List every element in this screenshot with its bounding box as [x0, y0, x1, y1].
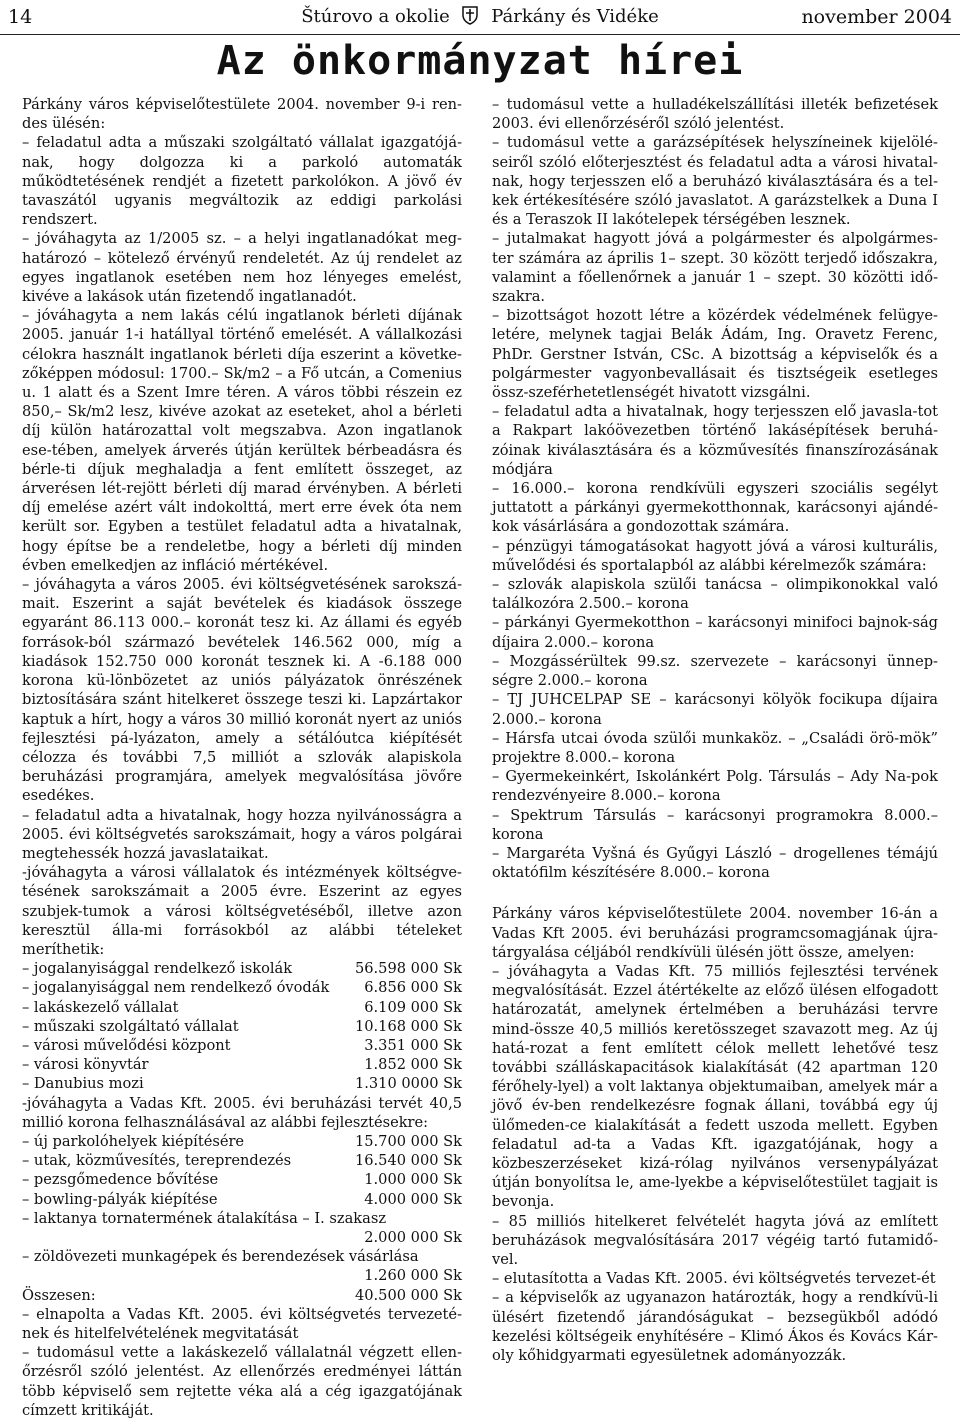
item-label: – műszaki szolgáltató vállalat: [22, 1017, 239, 1035]
item-label: – Hársfa utcai óvoda szülői munkaköz. – „Családi örö-mök” projektre: [492, 729, 938, 766]
paragraph: – bizottságot hozott létre a közérdek védelmének felügye-letére, melynek tagjai Belák Ádám, Ing. Oravetz Ferenc, PhDr. Gerstner István, CSc. A bizottság a képviselők és a polgármester vagyonbevallásait és tisztségeik esetleges össz-szeférhetetlenségét hivatott vizsgálni.: [492, 307, 938, 402]
paragraph: – jóváhagyta az 1/2005 sz. – a helyi ingatlanadókat meg-határozó – kötelező érvényű rendeletét. Az új rendelet az egyes ingatlanok esetében nem hoz lényeges emelést, kivéve a lakások után fizetendő ingatlanadót.: [22, 230, 462, 306]
list-item: [492, 652, 938, 690]
paragraph: -jóváhagyta a Vadas Kft. 2005. évi beruházási tervét 40,5 millió korona felhasználásával az alábbi fejlesztésekre:: [22, 1094, 462, 1131]
left-column: [22, 95, 462, 1420]
item-label: – zöldövezeti munkagépek és berendezések vásárlása: [22, 1248, 419, 1266]
list-item: [492, 729, 938, 767]
list-item: [492, 690, 938, 728]
section-gap: [492, 882, 938, 904]
allocation-list: [22, 959, 462, 1093]
item-amount: 6.109 000 Sk: [364, 998, 462, 1016]
list-item: [22, 1209, 462, 1228]
coat-of-arms-icon: [461, 5, 479, 25]
list-item: [22, 1228, 462, 1247]
paragraph: – jutalmakat hagyott jóvá a polgármester és alpolgármes-ter számára az április 1– szept. 30 között terjedő időszakra, valamint a főellenőrnek a január 1 – szept. 30 közötti idő-szakra.: [492, 230, 938, 306]
item-amount: 40.500 000 Sk: [354, 1286, 462, 1304]
item-label: – párkányi Gyermekotthon – karácsonyi minifoci bajnok-ság díjaira: [492, 614, 938, 651]
item-amount: [456, 1247, 462, 1266]
item-amount: 8.000.– korona: [492, 806, 938, 843]
item-label: – Mozgássérültek 99.sz. szervezete – karácsonyi ünnep-ségre: [492, 652, 938, 690]
item-amount: 2.500.– korona: [579, 595, 689, 613]
item-amount: 56.598 000 Sk: [354, 960, 462, 978]
item-label: – TJ JUHCELPAP SE – karácsonyi kölyök focikupa díjaira: [492, 691, 938, 709]
paragraph: – tudomásul vette a hulladékelszállítási illeték befizetések 2003. évi ellenőrzéséről szóló jelentést.: [492, 96, 938, 133]
paragraph: – jóváhagyta a nem lakás célú ingatlanok bérleti díjának 2005. január 1-i hatállyal történő emelését. A vállalkozási célokra használt ingatlanok bérleti díja eszerint a követke-zőképpen módosul: 1700.– Sk/m2 – a Fő utcán, a Comenius u. 1 alatt és a Szent Imre téren. A város többi részein ez 850,– Sk/m2 lesz, kivéve azokat az eseteket, ahol a bérleti díj külön határozattal volt megszabva. Azon ingatlanok ese-tében, amelyek árverés útján kerültek bérbeadásra és bérle-ti díjuk meghaladja a fent említett összeget, az árverésen lét-rejött bérleti díj marad érvényben. A bérleti díj emelése azért vált indokolttá, mert erre évek óta nem került sor. Egyben a testület feladatul adta a hivatalnak, hogy építse be a rendeletbe, hogy a bérleti díj minden évben emelkedjen az infláció mértékével.: [22, 307, 462, 574]
paragraph: Párkány város képviselőtestülete 2004. november 16-án a Vadas Kft 2005. évi beruházási programcsomagjának újra-tárgyalása céljából rendkívüli ülésén jött össze, amelyen:: [492, 905, 938, 961]
list-item: [22, 1170, 462, 1189]
paragraph: – feladatul adta a hivatalnak, hogy hozza nyilvánosságra a 2005. évi költségvetés sarokszámait, hogy a város polgárai megtehessék hozzá javaslataikat.: [22, 806, 462, 862]
item-amount: 1.260 000 Sk: [364, 1267, 462, 1285]
list-item: [22, 1036, 462, 1055]
page-number: 14: [8, 6, 33, 28]
list-item: [22, 1190, 462, 1209]
paragraph: – pénzügyi támogatásokat hagyott jóvá a városi kulturális, művelődési és sportalapból az alábbi kérelmezők számára:: [492, 537, 938, 574]
item-amount: 8.000.– korona: [659, 864, 770, 882]
item-label: – jogalanyisággal rendelkező iskolák: [22, 960, 293, 978]
total-row: [22, 1286, 462, 1305]
issue-date: november 2004: [801, 6, 952, 28]
item-label: Összesen:: [22, 1286, 96, 1304]
grant-list: [492, 575, 938, 882]
item-label: – Spektrum Társulás – karácsonyi programokra: [492, 806, 874, 824]
paragraph: – 16.000.– korona rendkívüli egyszeri szociális segélyt juttatott a párkányi gyermekotthonnak, karácsonyi ajándé-kok vásárlására a gondozottak számára.: [492, 480, 938, 536]
item-label: – laktanya tornatermének átalakítása – I. szakasz: [22, 1209, 387, 1227]
paragraph: – elutasította a Vadas Kft. 2005. évi költségvetés tervezet-ét: [492, 1270, 936, 1288]
paragraph: – elnapolta a Vadas Kft. 2005. évi költségvetés tervezeté-nek és hitelfelvételének megvitatását: [22, 1305, 462, 1342]
item-label: – Margaréta Vyšná és Gyűgyi László – drogellenes témájú oktatófilm készítésére: [492, 844, 938, 882]
paragraph: – tudomásul vette a lakáskezelő vállalatnál végzett ellen-őrzésről szóló jelentést. Az ellenőrzés eredményei láttán több képviselő sem rejtette véka alá a cég igazgatójának címzett kritikáját.: [22, 1344, 462, 1419]
paragraph: -jóváhagyta a városi vállalatok és intézmények költségve-tésének sarokszámait a 2005 évre. Eszerint az egyes szubjek-tumok a városi költségvetéséből, illetve azon keresztül álla-mi forrásokból az alábbi tételeket meríthetik:: [22, 864, 462, 958]
item-amount: 4.000 000 Sk: [364, 1190, 462, 1208]
item-amount: 6.856 000 Sk: [364, 979, 462, 997]
paragraph: – jóváhagyta a Vadas Kft. 75 milliós fejlesztési tervének megvalósítását. Ezzel átértékelte az előző ülésen elfogadott határozatát, amelynek értelmében a beruházási tervre mind-össze 40,5 milliós keretösszeget szavazott meg. Az új hatá-rozat a fent említett célok mellett lehetővé tesz további szálláskapacitások kialakítását (42 apartman 120 férőhely-lyel) a volt laktanya objektumaiban, amelyek már a jövő év-ben rendelkezésre fognak állani, továbbá egy új ülőmeden-ce kialakítását a fedett uszoda mellett. Egyben feladatul ad-ta a Vadas Kft. igazgatójának, hogy a közbeszerzéseket kizá-rólag nyilvános versenypályázat útján bonyolítsa le, ame-lyekbe a képviselőtestület tagjait is bevonja.: [492, 962, 938, 1211]
list-item: [492, 767, 938, 805]
paragraph: – jóváhagyta a város 2005. évi költségvetésének sarokszá-mait. Eszerint a saját bevételek és kiadások összege egyaránt 86.113 000.– koronát tesz ki. Az állami és egyéb források-ból származó bevételek 146.562 000, míg a kiadások 152.750 000 koronát tesznek ki. A -6.188 000 korona kü-lönbözetet az uniós pályázatok önrészének biztosítására szánt hitelkeret összege teszi ki. Lapzártakor kaptuk a hírt, hogy a város 30 millió koronát nyert az uniós fejlesztési pá-lyázaton, amely a sétálóutca kiépítését célozza és további 7,5 milliót a szlovák alapiskola beruházási programjára, amelyek megvalósítása jövőre esedékes.: [22, 576, 462, 805]
item-amount: 8.000.– korona: [610, 787, 721, 805]
paragraph: – a képviselők az ugyanazon határozták, hogy a rendkívü-li ülésért fizetendő járandóságukat – bezsegükből adódó kezelési költségeik enyhítésére – Klimó Ákos és Kovács Kár-oly kőhidgyarmati egyesületnek adományozzák.: [492, 1289, 938, 1364]
item-amount: 2.000.– korona: [544, 633, 655, 651]
item-amount: 2.000.– korona: [492, 710, 602, 728]
item-label: – városi művelődési központ: [22, 1036, 231, 1054]
item-label: – szlovák alapiskola szülői tanácsa – olimpikonokkal való találkozóra: [492, 576, 938, 613]
item-label: – Gyermekeinkért, Iskolánkért Polg. Társulás – Ady Na-pok rendezvényeire: [492, 768, 938, 805]
item-amount: 1.000 000 Sk: [364, 1171, 462, 1189]
item-amount: 2.000 000 Sk: [364, 1228, 462, 1246]
section-title: Az önkormányzat hírei: [216, 38, 744, 84]
page-header: [0, 0, 960, 35]
list-item: [492, 575, 938, 613]
list-item: [22, 1151, 462, 1170]
list-item: [22, 1132, 462, 1151]
item-amount: 2.000.– korona: [537, 672, 648, 690]
list-item: [492, 613, 938, 651]
item-label: – Danubius mozi: [22, 1075, 144, 1093]
list-item: [22, 1247, 462, 1266]
paragraph: – 85 milliós hitelkeret felvételét hagyta jóvá az említett beruházások megvalósítására 2017 végéig tartó futamidő-vel.: [492, 1212, 938, 1268]
masthead-left-title: Štúrovo a okolie: [301, 6, 450, 27]
item-label: – pezsgőmedence bővítése: [22, 1171, 219, 1189]
item-amount: 1.310 0000 Sk: [354, 1075, 462, 1093]
list-item: [22, 959, 462, 978]
item-label: – utak, közművesítés, tereprendezés: [22, 1152, 292, 1170]
list-item: [492, 806, 938, 844]
list-item: [22, 1055, 462, 1074]
item-amount: 1.852 000 Sk: [364, 1056, 462, 1074]
item-amount: 8.000.– korona: [565, 748, 676, 766]
item-amount: 3.351 000 Sk: [364, 1036, 462, 1054]
item-label: – bowling-pályák kiépítése: [22, 1190, 218, 1208]
paragraph: Párkány város képviselőtestülete 2004. november 9-i ren-des ülésén:: [22, 96, 462, 133]
paragraph: – feladatul adta a műszaki szolgáltató vállalat igazgatójá-nak, hogy dolgozza ki a parkoló automaták működtetésének rendjét a fizetett parkolókon. A jövő év tavaszától ugyanis megváltozik az eddigi parkolási rendszert.: [22, 134, 462, 229]
paragraph: – tudomásul vette a garázsépítések helyszíneinek kijelölé-seiről szóló előterjesztést és feladatul adta a városi hivatal-nak, hogy terjesszen elő a beruházó kiválasztására és a tel-kek értékesítésére szóló javaslatot. A garázstelkek a Duna I és a Teraszok II lakótelepek térségében lesznek.: [492, 134, 938, 229]
masthead-right-title: Párkány és Vidéke: [491, 6, 659, 27]
item-amount: [456, 1209, 462, 1228]
item-label: – városi könyvtár: [22, 1056, 149, 1074]
investment-list: [22, 1132, 462, 1305]
list-item: [492, 844, 938, 882]
list-item: [22, 1074, 462, 1093]
item-label: – új parkolóhelyek kiépítésére: [22, 1132, 245, 1150]
paragraph: – feladatul adta a hivatalnak, hogy terjesszen elő javasla-tot a Rakpart lakóövezetben történő lakásépítések beruhá-zóinak kiválasztására és a közművesítés finanszírozásának módjára: [492, 403, 938, 478]
item-amount: 16.540 000 Sk: [354, 1152, 462, 1170]
item-label: – lakáskezelő vállalat: [22, 998, 179, 1016]
item-label: – jogalanyisággal nem rendelkező óvodák: [22, 979, 330, 997]
right-column: [492, 95, 938, 1365]
list-item: [22, 1017, 462, 1036]
list-item: [22, 978, 462, 997]
list-item: [22, 998, 462, 1017]
item-amount: 10.168 000 Sk: [354, 1017, 462, 1035]
item-amount: 15.700 000 Sk: [354, 1132, 462, 1150]
list-item: [22, 1266, 462, 1285]
